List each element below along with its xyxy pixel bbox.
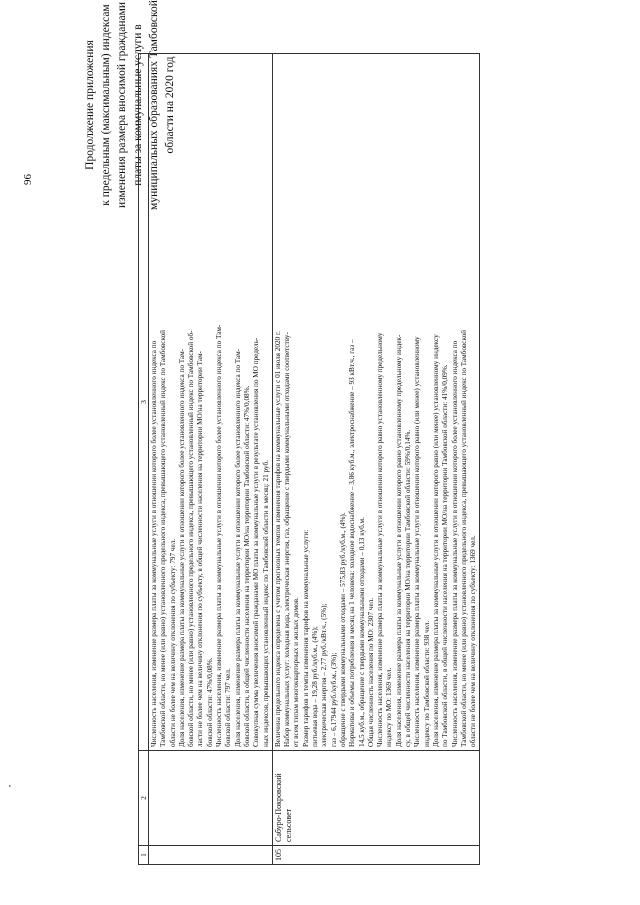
row-number [149,846,273,865]
col-header-number: 1 [139,846,149,865]
municipality-name: Сабуро-Покровский сельсовет [272,751,480,846]
text-line: Нормативы и объемы потребления в месяц на 1 человека: холодное водоснабжение – 3,86 куб.м., электроснабжение – 93 кВт.ч., газ – [348,339,357,747]
text-line: питьевая вода – 19,28 руб./куб.м., (4%); [311,626,320,747]
text-line: электрическая энергия – 2,77 руб./кВт.ч., (5%); [320,603,329,747]
text-line: бовской области, в общей численности населения на территории МО/на территории Тамбовской области: 47%/0,08%. [242,385,251,747]
text-line: Доля населения, изменение размера платы за коммунальные услуги в отношении которого равно (или менее) установленному индексу [431,334,440,747]
text-line: бовской области: 797 чел. [224,668,233,747]
text-line: Совокупная сумма увеличения вносимой гражданами МО платы за коммунальные услуги в результате установления по МО предель- [252,337,261,747]
header-line: изменения размера вносимой гражданами [116,1,128,209]
text-line: бовской области: 47%/0,08%. [205,657,214,747]
text-line: Численность населения, изменение размера платы за коммунальные услуги в отношении которого более установленного индекса по [450,340,459,747]
text-line: Доля населения, изменение размера платы за коммунальные услуги в отношении которого равно установленному предельному индек- [394,334,403,747]
text-line: Доля населения, изменение размера платы за коммунальные услуги в отношении которого более установленного индекса по Там- [177,348,186,747]
text-line: Общая численность населения по МО: 2307 чел. [366,597,375,747]
text-line: Тамбовской области, но менее (или равно) установленного предельного индекса, превышающего установленный индекс по Тамбовской [459,329,468,747]
row-number: 105 [272,846,480,865]
table-row [149,54,273,865]
page-number: 96 [22,174,34,185]
text-line: Тамбовской области, но менее (или равно) установленного предельного индекса, превышающего установленный индекс по Тамбовской [159,329,168,747]
text-line: су, в общей численности населения на территории МО/на территории Тамбовской области: 59%/0,14%. [404,429,413,747]
text-line: Численность населения, изменение размера платы за коммунальные услуги в отношении которого равно (или менее) установленному [413,336,422,747]
text-line: ласти не более чем на величину отклонения по субъекту, в общей численности населения на территории МО/на территории Там- [196,351,205,747]
header-line: платы за коммунальные услуги в [132,24,144,186]
text-line: индексу по МО: 1369 чел. [385,667,394,747]
municipality-name [149,751,273,846]
col-header-municipality: 2 [139,751,149,846]
text-line: ет всем типам многоквартирных и жилых домов. [292,597,301,747]
text-line: газ – 6,17944 руб./куб.м., (3%); [329,652,338,747]
text-line: индексу по Тамбовской области: 938 чел. [422,620,431,747]
indices-table [138,53,480,865]
col-header-description: 3 [139,54,149,751]
text-line: Доля населения, изменение размера платы за коммунальные услуги в отношении которого более установленного индекса по Там- [233,348,242,747]
text-line: 14,5 куб.м., обращение с твердыми коммунальными отходами – 0,13 куб.м. [357,517,366,747]
header-line: муниципальных образованиях Тамбовской [148,0,160,210]
text-line: по Тамбовской области, в общей численности населения на территории МО/на территории Тамбовской области: 41%/0,09%. [441,364,450,747]
table-header-row [139,54,149,865]
text-line: Численность населения, изменение размера платы за коммунальные услуги в отношении которого более установленного индекса по [150,340,158,747]
text-line: области не более чем на величину отклонения по субъекту: 797 чел. [168,538,177,747]
text-line: области не более чем на величину отклонения по субъекту: 1369 чел. [469,535,478,747]
header-line: области на 2020 год [164,56,176,154]
text-line: Размер тарифов и темпы изменения тарифов на коммунальные услуги: [301,529,310,747]
header-line: Продолжение приложения [84,40,96,170]
row-description [272,54,480,751]
text-line: Численность населения, изменение размера платы за коммунальные услуги в отношении которого более установленного индекса по Там- [215,324,224,747]
text-line: Численность населения, изменение размера платы за коммунальные услуги в отношении которого равно установленному предельному [376,332,385,747]
text-line: бовской области, но менее (или равно) установленного предельного индекса, превышающего установленный индекс по Тамбовской об- [187,330,196,747]
table-row [272,54,480,865]
text-line: обращение с твердыми коммунальными отходами – 575,83 руб./куб.м., (4%). [338,512,347,747]
text-line: Величина предельного индекса определена с учетом прогнозных темпов изменения тарифов на коммунальные услуги с 01 июля 2020 г. [273,331,282,747]
header-line: к предельным (максимальным) индексам [100,4,112,206]
row-description [149,54,273,751]
text-line: ных индексов, превышающих установленный индекс по Тамбовской области в месяц: 21 руб. [261,460,270,747]
scan-speck: • [8,784,14,787]
text-line: Набор коммунальных услуг: холодная вода, электрическая энергия, газ, обращение с твердыми коммунальными отходами соответству- [283,332,292,747]
